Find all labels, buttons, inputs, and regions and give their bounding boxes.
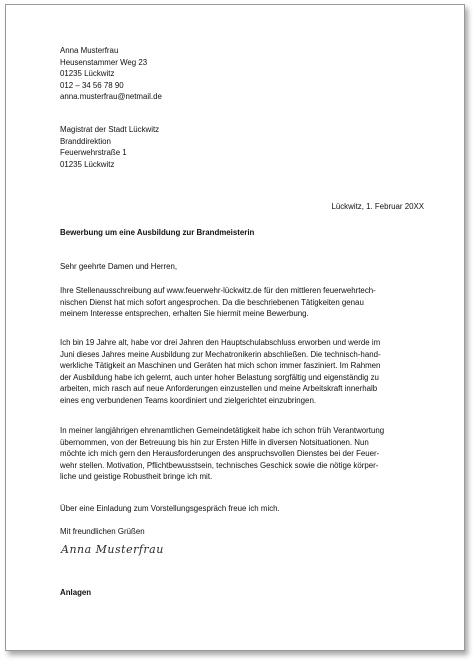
paragraph-line: Ihre Stellenausschreibung auf www.feuerwehr-lückwitz.de für den mittleren feuerwehrtech-: [60, 286, 376, 295]
paragraph-line: möchte ich mich gern den Herausforderungen des anspruchsvollen Dienstes bei der Feuer-: [60, 449, 380, 459]
closing: Mit freundlichen Grüßen: [60, 527, 145, 536]
paragraph-3: [60, 425, 424, 483]
letter-page: [5, 4, 465, 651]
paragraph-line: meinem Interesse entsprechen, erhalten Sie hiermit meine Bewerbung.: [60, 309, 309, 319]
paragraph-1: [60, 285, 424, 320]
paragraph-line: Über eine Einladung zum Vorstellungsgespräch freue ich mich.: [60, 504, 280, 513]
sender-street: Heusenstammer Weg 23: [60, 57, 148, 67]
sender-city: 01235 Lückwitz: [60, 69, 115, 79]
recipient-line: Branddirektion: [60, 136, 111, 146]
paragraph-line: wehr stellen. Motivation, Pflichtbewusstsein, technisches Geschick sowie die nötige körper-: [60, 460, 379, 470]
paragraph-line: nischen Dienst hat mich sofort angesprochen. Da die beschriebenen Tätigkeiten genau: [60, 297, 364, 307]
letter-date: Lückwitz, 1. Februar 20XX: [331, 202, 424, 211]
signature: Anna Musterfrau: [61, 543, 164, 556]
paragraph-4: [60, 503, 424, 515]
paragraph-line: In meiner langjährigen ehrenamtlichen Gemeindetätigkeit habe ich schon früh Verantwortung: [60, 426, 385, 435]
paragraph-line: der Ausbildung habe ich gelernt, auch unter hoher Belastung sorgfältig und eigenständig zu: [60, 372, 379, 382]
salutation: Sehr geehrte Damen und Herren,: [60, 262, 178, 271]
paragraph-line: liche und geistige Robustheit bringe ich mit.: [60, 472, 213, 482]
paragraph-line: werkliche Tätigkeit an Maschinen und Geräten hat mich schon immer fasziniert. Im Rahmen: [60, 361, 381, 371]
recipient-line: 01235 Lückwitz: [60, 159, 115, 169]
recipient-address: [60, 124, 424, 170]
paragraph-line: eines eng verbundenen Teams koordiniert und zielgerichtet einzubringen.: [60, 395, 317, 405]
paragraph-line: Juni dieses Jahres meine Ausbildung zur Mechatronikerin abschließen. Die technisch-hand-: [60, 349, 381, 359]
paragraph-2: [60, 337, 424, 407]
sender-phone: 012 – 34 56 78 90: [60, 80, 124, 90]
paragraph-line: arbeiten, mich rasch auf neue Anforderungen einzustellen und meine Arbeitskraft innerhalb: [60, 384, 378, 394]
sender-address: [60, 45, 424, 103]
enclosures-label: Anlagen: [60, 588, 92, 597]
paragraph-line: Ich bin 19 Jahre alt, habe vor drei Jahren den Hauptschulabschluss erworben und werde im: [60, 338, 381, 347]
sender-email: anna.musterfrau@netmail.de: [60, 92, 162, 102]
recipient-line: Magistrat der Stadt Lückwitz: [60, 125, 160, 134]
sender-name: Anna Musterfrau: [60, 46, 119, 55]
letter-subject: Bewerbung um eine Ausbildung zur Brandmeisterin: [60, 228, 255, 237]
paragraph-line: übernommen, von der Betreuung bis hin zur Ersten Hilfe in diversen Notsituationen. Nun: [60, 437, 369, 447]
recipient-line: Feuerwehrstraße 1: [60, 148, 127, 158]
